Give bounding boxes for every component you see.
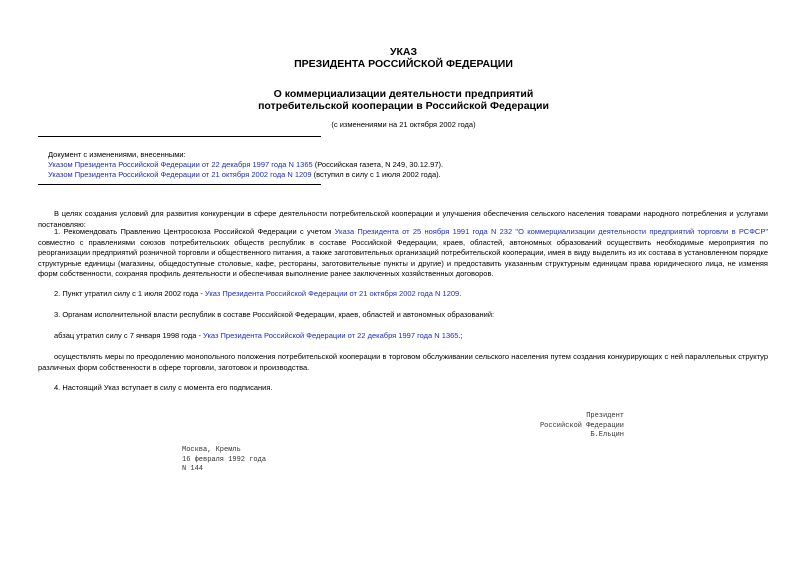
link-decree-1365[interactable]: Указом Президента Российской Федерации от 22 декабря 1997 года N 1365	[48, 160, 313, 169]
signing-date: 16 февраля 1992 года	[182, 455, 267, 464]
paragraph-4: 4. Настоящий Указ вступает в силу с момента его подписания.	[54, 383, 273, 392]
divider-top	[38, 136, 321, 137]
paragraph-1-end: совместно с правлениями союзов потребительских обществ республик в составе Российской Федерации, краев, областей, автономных образований осуществить необходимые мероприятия по реорганизации предприятий розничной торговли и общественного питания, а также заготовительных организаций потребительской кооперации, имея в виду выделить из их состава в установленном порядке структурные единицы (магазины, общедоступные столовые, кафе, рестораны, заготовительные пункты и другие) и предоставить указанным структурным единицам права юридического лица, не изменяя форм собственности, сохраняя профиль деятельности и обеспечивая выполнение ранее заключенных хозяйственных договоров.	[38, 237, 768, 278]
link-decree-1365-p3[interactable]: Указ Президента Российской Федерации от 22 декабря 1997 года N 1365	[203, 331, 459, 340]
paragraph-3: 3. Органам исполнительной власти республик в составе Российской Федерации, краев, областей и автономных образований:	[54, 310, 495, 319]
changes-intro: Документ с изменениями, внесенными:	[48, 150, 186, 159]
decree-number: N 144	[182, 465, 204, 473]
paragraph-3a-start: абзац утратил силу с 7 января 1998 года -	[54, 331, 204, 340]
paragraph-2	[38, 289, 768, 300]
decree-label: УКАЗ	[389, 46, 418, 58]
paragraph-1-start: 1. Рекомендовать Правлению Центросоюза Российской Федерации с учетом	[54, 227, 335, 236]
preamble: В целях создания условий для развития конкуренции в сфере деятельности потребительской кооперации и улучшения обеспечения сельского населения товарами народного потребления и услугами постановляю:	[38, 209, 768, 229]
changes-ref-1-tail: (Российская газета, N 249, 30.12.97).	[312, 160, 444, 169]
paragraph-2-end: .	[459, 289, 462, 298]
signing-place: Москва, Кремль	[182, 446, 241, 454]
link-decree-232[interactable]: Указа Президента от 25 ноября 1991 года N 232 "О коммерциализации деятельности предприятий торговли в РСФСР"	[334, 227, 769, 236]
changes-ref-2-tail: (вступил в силу с 1 июля 2002 года).	[311, 170, 441, 179]
signature-org: Российской Федерации	[539, 421, 624, 430]
issuer-label: ПРЕЗИДЕНТА РОССИЙСКОЙ ФЕДЕРАЦИИ	[294, 58, 513, 70]
place-date-block	[182, 446, 266, 475]
paragraph-3a	[38, 331, 768, 342]
changes-ref-2	[48, 170, 441, 179]
page-title-line2: потребительской кооперации в Российской Федерации	[258, 100, 549, 112]
signature-block	[520, 412, 624, 441]
signature-title: Президент	[586, 412, 624, 420]
paragraph-2-start: 2. Пункт утратил силу с 1 июля 2002 года -	[54, 289, 205, 298]
paragraph-1	[38, 227, 768, 280]
divider-bottom	[38, 184, 321, 185]
amendment-note: (с изменениями на 21 октября 2002 года)	[331, 120, 476, 129]
signature-name: Б.Ельцин	[590, 431, 624, 439]
paragraph-3a-end: .;	[458, 331, 463, 340]
link-decree-1209[interactable]: Указом Президента Российской Федерации от 21 октября 2002 года N 1209	[48, 170, 312, 179]
changes-ref-1	[48, 160, 443, 169]
link-decree-1209-p2[interactable]: Указ Президента Российской Федерации от 21 октября 2002 года N 1209	[204, 289, 460, 298]
paragraph-3b: осуществлять меры по преодолению монопольного положения потребительской кооперации в торговом обслуживании сельского населения путем создания конкурирующих с ней параллельных структур различных форм собственности в сфере торговли, заготовок и производства.	[38, 352, 768, 372]
page-title-line1: О коммерциализации деятельности предприятий	[273, 88, 534, 100]
